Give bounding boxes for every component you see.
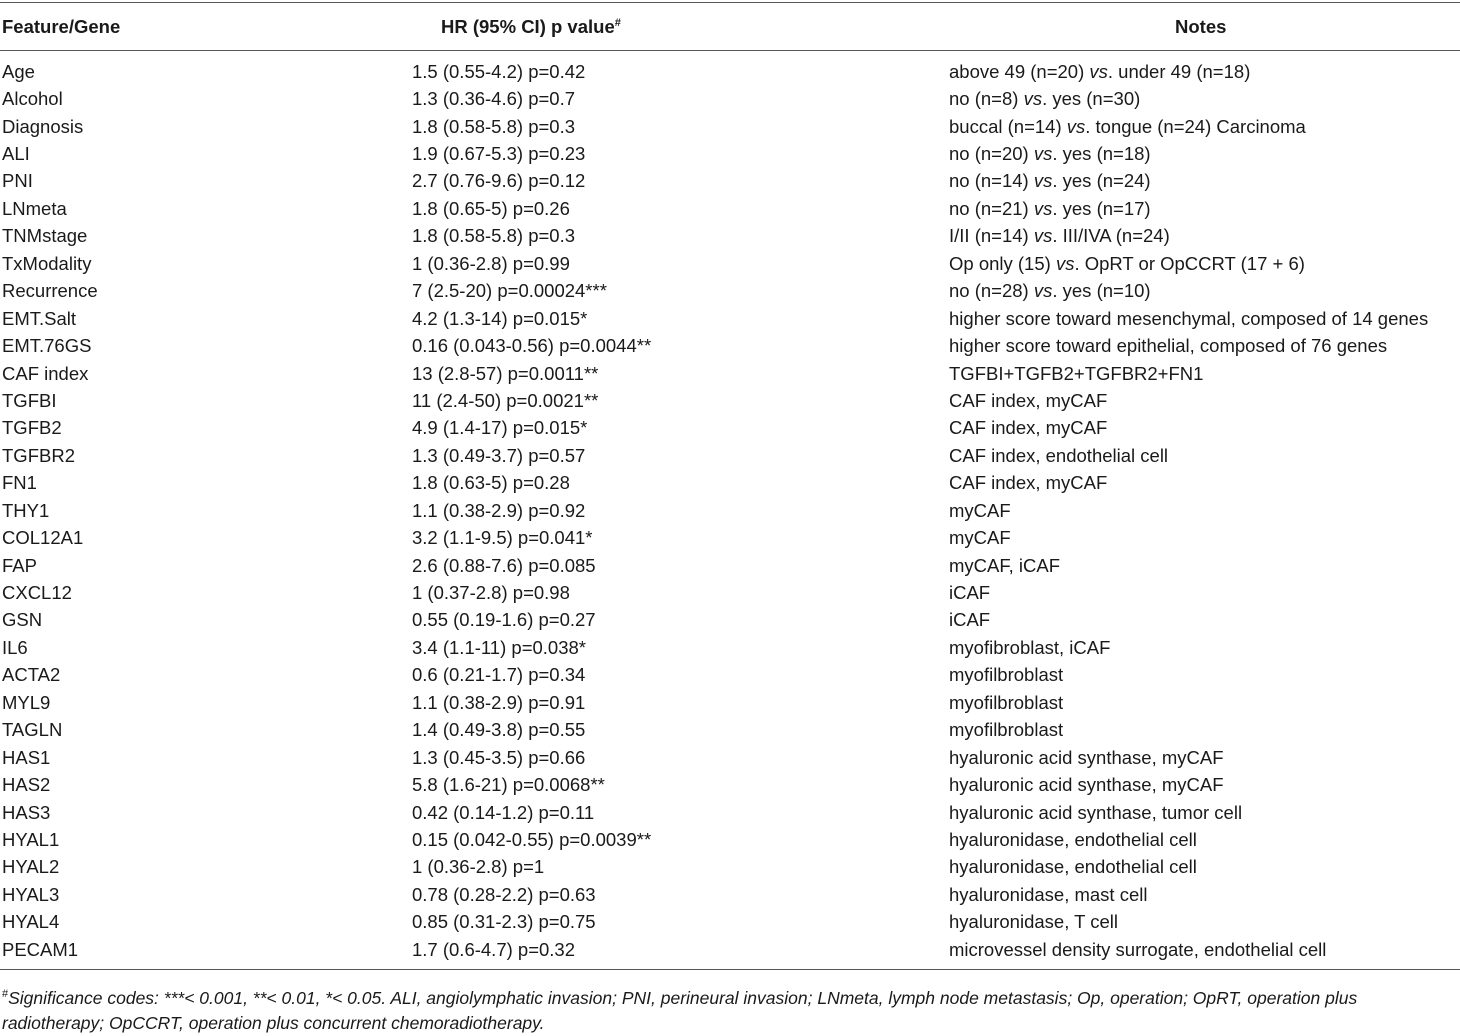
notes-cell — [949, 881, 1460, 908]
hazard-ratio-table — [0, 2, 1460, 970]
feature-cell: TGFB2 — [2, 417, 62, 439]
notes-vs: vs — [1033, 143, 1053, 165]
table-row — [0, 799, 1460, 826]
hr-cell: 0.78 (0.28-2.2) p=0.63 — [412, 883, 596, 905]
footnote-marker: # — [2, 988, 9, 1001]
notes-cell — [949, 854, 1460, 881]
notes-cell — [949, 826, 1460, 853]
notes-text: CAF index, endothelial cell — [949, 444, 1169, 466]
hr-cell: 1 (0.37-2.8) p=0.98 — [412, 582, 570, 604]
feature-cell: HAS1 — [2, 746, 51, 768]
hr-cell: 1.5 (0.55-4.2) p=0.42 — [412, 60, 586, 82]
hr-cell: 2.6 (0.88-7.6) p=0.085 — [412, 554, 596, 576]
notes-cell — [949, 470, 1460, 497]
feature-cell: PECAM1 — [0, 936, 412, 970]
notes-text: I/II (n=14) — [949, 225, 1034, 247]
notes-text: higher score toward mesenchymal, composed of 14 genes — [949, 307, 1429, 329]
hr-cell: 1.9 (0.67-5.3) p=0.23 — [412, 143, 586, 165]
table-row — [0, 909, 1460, 936]
notes-cell — [949, 771, 1460, 798]
hr-cell: 13 (2.8-57) p=0.0011** — [412, 362, 599, 384]
notes-text-rest: . yes (n=18) — [1052, 143, 1151, 165]
notes-text-rest: . OpRT or OpCCRT (17 + 6) — [1074, 252, 1305, 274]
hr-cell: 3.2 (1.1-9.5) p=0.041* — [412, 527, 593, 549]
feature-cell: EMT.Salt — [2, 307, 77, 329]
header-hr — [412, 3, 949, 51]
feature-cell: ACTA2 — [2, 664, 61, 686]
header-hr-label: HR (95% CI) p value — [441, 15, 615, 37]
notes-cell — [949, 168, 1460, 195]
notes-text: myofilbroblast — [949, 719, 1064, 741]
notes-cell — [949, 662, 1460, 689]
hr-cell: 1.8 (0.63-5) p=0.28 — [412, 472, 570, 494]
notes-cell — [949, 442, 1460, 469]
notes-text: higher score toward epithelial, composed of 76 genes — [949, 335, 1388, 357]
notes-text: above 49 (n=20) — [949, 60, 1090, 82]
table-row — [0, 195, 1460, 222]
table-row — [0, 140, 1460, 167]
hr-cell: 1.4 (0.49-3.8) p=0.55 — [412, 719, 586, 741]
notes-cell — [949, 305, 1460, 332]
notes-text: iCAF — [949, 582, 991, 604]
table-row — [0, 634, 1460, 661]
notes-text: no (n=8) — [949, 88, 1024, 110]
table-row — [0, 305, 1460, 332]
notes-text-rest: . yes (n=30) — [1042, 88, 1141, 110]
notes-text-rest: . yes (n=24) — [1052, 170, 1151, 192]
notes-text-rest: . III/IVA (n=24) — [1052, 225, 1170, 247]
feature-cell: COL12A1 — [2, 527, 84, 549]
hr-cell: 4.2 (1.3-14) p=0.015* — [412, 307, 588, 329]
notes-text: TGFBI+TGFB2+TGFBR2+FN1 — [949, 362, 1204, 384]
feature-cell: IL6 — [2, 636, 28, 658]
feature-cell: TxModality — [2, 252, 92, 274]
table-row — [0, 936, 1460, 970]
notes-vs: vs — [1055, 252, 1075, 274]
notes-text: hyaluronidase, endothelial cell — [949, 856, 1197, 878]
feature-cell: TGFBI — [2, 389, 57, 411]
table-row — [0, 51, 1460, 86]
notes-text-rest: . tongue (n=24) Carcinoma — [1085, 115, 1306, 137]
notes-text: CAF index, myCAF — [949, 389, 1108, 411]
notes-text: hyaluronic acid synthase, myCAF — [949, 774, 1224, 796]
table-row — [0, 579, 1460, 606]
feature-cell: GSN — [2, 609, 43, 631]
table-row — [0, 278, 1460, 305]
notes-text: no (n=20) — [949, 143, 1034, 165]
table-row — [0, 717, 1460, 744]
notes-cell — [949, 332, 1460, 359]
hr-cell: 1.3 (0.45-3.5) p=0.66 — [412, 746, 586, 768]
hr-cell: 1 (0.36-2.8) p=0.99 — [412, 252, 570, 274]
notes-text: myCAF — [949, 499, 1011, 521]
hr-cell: 5.8 (1.6-21) p=0.0068** — [412, 774, 605, 796]
notes-text: myofilbroblast — [949, 664, 1064, 686]
feature-cell: TAGLN — [2, 719, 63, 741]
table-row — [0, 360, 1460, 387]
table-row — [0, 826, 1460, 853]
feature-cell: TGFBR2 — [2, 444, 75, 466]
notes-cell — [949, 524, 1460, 551]
notes-text: myCAF, iCAF — [949, 554, 1060, 576]
notes-vs: vs — [1089, 60, 1108, 82]
footnote-text: Significance codes: ***< 0.001, **< 0.01, *< 0.05. ALI, angiolymphatic invasion; PNI, perineural invasion; LNmeta, lymph node metastasis; Op, operation; OpRT, operation plus radiotherapy; OpCCRT, operation plus concurrent chemoradiotherapy. — [2, 988, 1358, 1033]
feature-cell: HAS2 — [2, 774, 51, 796]
hr-cell: 11 (2.4-50) p=0.0021** — [412, 389, 599, 411]
hr-cell: 1.8 (0.65-5) p=0.26 — [412, 197, 570, 219]
table-row — [0, 524, 1460, 551]
feature-cell: TNMstage — [2, 225, 88, 247]
feature-cell: ALI — [2, 143, 30, 165]
table-row — [0, 387, 1460, 414]
notes-text: buccal (n=14) — [949, 115, 1067, 137]
table-row — [0, 744, 1460, 771]
notes-text: hyaluronic acid synthase, myCAF — [949, 746, 1224, 768]
table-row — [0, 442, 1460, 469]
notes-cell — [949, 360, 1460, 387]
notes-text: microvessel density surrogate, endothelial cell — [949, 938, 1327, 960]
feature-cell: CXCL12 — [2, 582, 72, 604]
notes-text: no (n=21) — [949, 197, 1034, 219]
notes-cell — [949, 607, 1460, 634]
notes-text: CAF index, myCAF — [949, 472, 1108, 494]
notes-cell — [949, 552, 1460, 579]
notes-text: no (n=28) — [949, 280, 1034, 302]
notes-cell — [949, 278, 1460, 305]
table-row — [0, 415, 1460, 442]
notes-cell — [949, 579, 1460, 606]
feature-cell: HYAL1 — [2, 828, 60, 850]
notes-vs: vs — [1033, 197, 1053, 219]
notes-cell — [949, 497, 1460, 524]
hr-cell: 1 (0.36-2.8) p=1 — [412, 856, 545, 878]
notes-text-rest: . yes (n=17) — [1052, 197, 1151, 219]
notes-cell — [949, 85, 1460, 112]
notes-text: no (n=14) — [949, 170, 1034, 192]
notes-vs: vs — [1066, 115, 1086, 137]
notes-cell — [949, 113, 1460, 140]
hr-cell: 1.3 (0.49-3.7) p=0.57 — [412, 444, 586, 466]
header-hr-marker: # — [614, 16, 621, 29]
notes-cell — [949, 744, 1460, 771]
notes-text: hyaluronidase, T cell — [949, 911, 1119, 933]
table-row — [0, 552, 1460, 579]
notes-text: hyaluronic acid synthase, tumor cell — [949, 801, 1243, 823]
feature-cell: HYAL2 — [2, 856, 60, 878]
table-row — [0, 223, 1460, 250]
feature-cell: Age — [2, 60, 35, 82]
notes-vs: vs — [1033, 225, 1053, 247]
notes-cell — [949, 717, 1460, 744]
notes-cell — [949, 415, 1460, 442]
hr-cell: 2.7 (0.76-9.6) p=0.12 — [412, 170, 586, 192]
notes-vs: vs — [1033, 170, 1053, 192]
feature-cell: MYL9 — [2, 691, 51, 713]
feature-cell: LNmeta — [2, 197, 67, 219]
table-row — [0, 332, 1460, 359]
header-feature: Feature/Gene — [0, 3, 412, 51]
table-row — [0, 689, 1460, 716]
feature-cell: CAF index — [2, 362, 89, 384]
notes-cell — [949, 223, 1460, 250]
table-row — [0, 85, 1460, 112]
feature-cell: HYAL4 — [2, 911, 60, 933]
table-row — [0, 854, 1460, 881]
footnote — [2, 986, 1458, 1036]
hr-cell: 0.55 (0.19-1.6) p=0.27 — [412, 609, 596, 631]
notes-cell — [949, 909, 1460, 936]
notes-cell — [949, 250, 1460, 277]
table-row — [0, 168, 1460, 195]
hr-cell: 1.8 (0.58-5.8) p=0.3 — [412, 225, 576, 247]
notes-text: hyaluronidase, mast cell — [949, 883, 1148, 905]
notes-text: myCAF — [949, 527, 1011, 549]
notes-text: myofilbroblast — [949, 691, 1064, 713]
feature-cell: EMT.76GS — [2, 335, 92, 357]
hr-cell: 0.15 (0.042-0.55) p=0.0039** — [412, 828, 652, 850]
table-row — [0, 250, 1460, 277]
hr-cell: 1.7 (0.6-4.7) p=0.32 — [412, 936, 949, 970]
hr-cell: 0.85 (0.31-2.3) p=0.75 — [412, 911, 596, 933]
notes-vs: vs — [1033, 280, 1053, 302]
hr-cell: 1.3 (0.36-4.6) p=0.7 — [412, 88, 576, 110]
notes-text-rest: . under 49 (n=18) — [1107, 60, 1251, 82]
hr-cell: 1.1 (0.38-2.9) p=0.91 — [412, 691, 586, 713]
notes-text: iCAF — [949, 609, 991, 631]
table-row — [0, 470, 1460, 497]
notes-text: Op only (15) — [949, 252, 1056, 274]
notes-text-rest: . yes (n=10) — [1052, 280, 1151, 302]
feature-cell: PNI — [2, 170, 33, 192]
hr-cell: 4.9 (1.4-17) p=0.015* — [412, 417, 588, 439]
hr-cell: 3.4 (1.1-11) p=0.038* — [412, 636, 586, 658]
table-row — [0, 607, 1460, 634]
feature-cell: Diagnosis — [2, 115, 84, 137]
feature-cell: HAS3 — [2, 801, 51, 823]
notes-cell — [949, 51, 1460, 86]
notes-text: CAF index, myCAF — [949, 417, 1108, 439]
table-row — [0, 881, 1460, 908]
hr-cell: 0.6 (0.21-1.7) p=0.34 — [412, 664, 586, 686]
header-row — [0, 3, 1460, 51]
notes-cell — [949, 387, 1460, 414]
notes-cell — [949, 195, 1460, 222]
notes-cell — [949, 140, 1460, 167]
table-row — [0, 113, 1460, 140]
feature-cell: FN1 — [2, 472, 37, 494]
table-row — [0, 497, 1460, 524]
hr-cell: 0.42 (0.14-1.2) p=0.11 — [412, 801, 595, 823]
notes-cell — [949, 689, 1460, 716]
feature-cell: FAP — [2, 554, 37, 576]
hr-cell: 1.8 (0.58-5.8) p=0.3 — [412, 115, 576, 137]
notes-cell — [949, 799, 1460, 826]
notes-cell — [949, 936, 1460, 970]
hr-cell: 7 (2.5-20) p=0.00024*** — [412, 280, 607, 302]
feature-cell: Recurrence — [2, 280, 98, 302]
notes-text: myofibroblast, iCAF — [949, 636, 1111, 658]
table-row — [0, 771, 1460, 798]
hr-cell: 1.1 (0.38-2.9) p=0.92 — [412, 499, 586, 521]
table-body — [0, 51, 1460, 970]
hr-cell: 0.16 (0.043-0.56) p=0.0044** — [412, 335, 652, 357]
notes-cell — [949, 634, 1460, 661]
table-row — [0, 662, 1460, 689]
feature-cell: THY1 — [2, 499, 50, 521]
feature-cell: Alcohol — [2, 88, 63, 110]
header-notes: Notes — [949, 3, 1460, 51]
feature-cell: HYAL3 — [2, 883, 60, 905]
notes-vs: vs — [1023, 88, 1043, 110]
notes-text: hyaluronidase, endothelial cell — [949, 828, 1197, 850]
